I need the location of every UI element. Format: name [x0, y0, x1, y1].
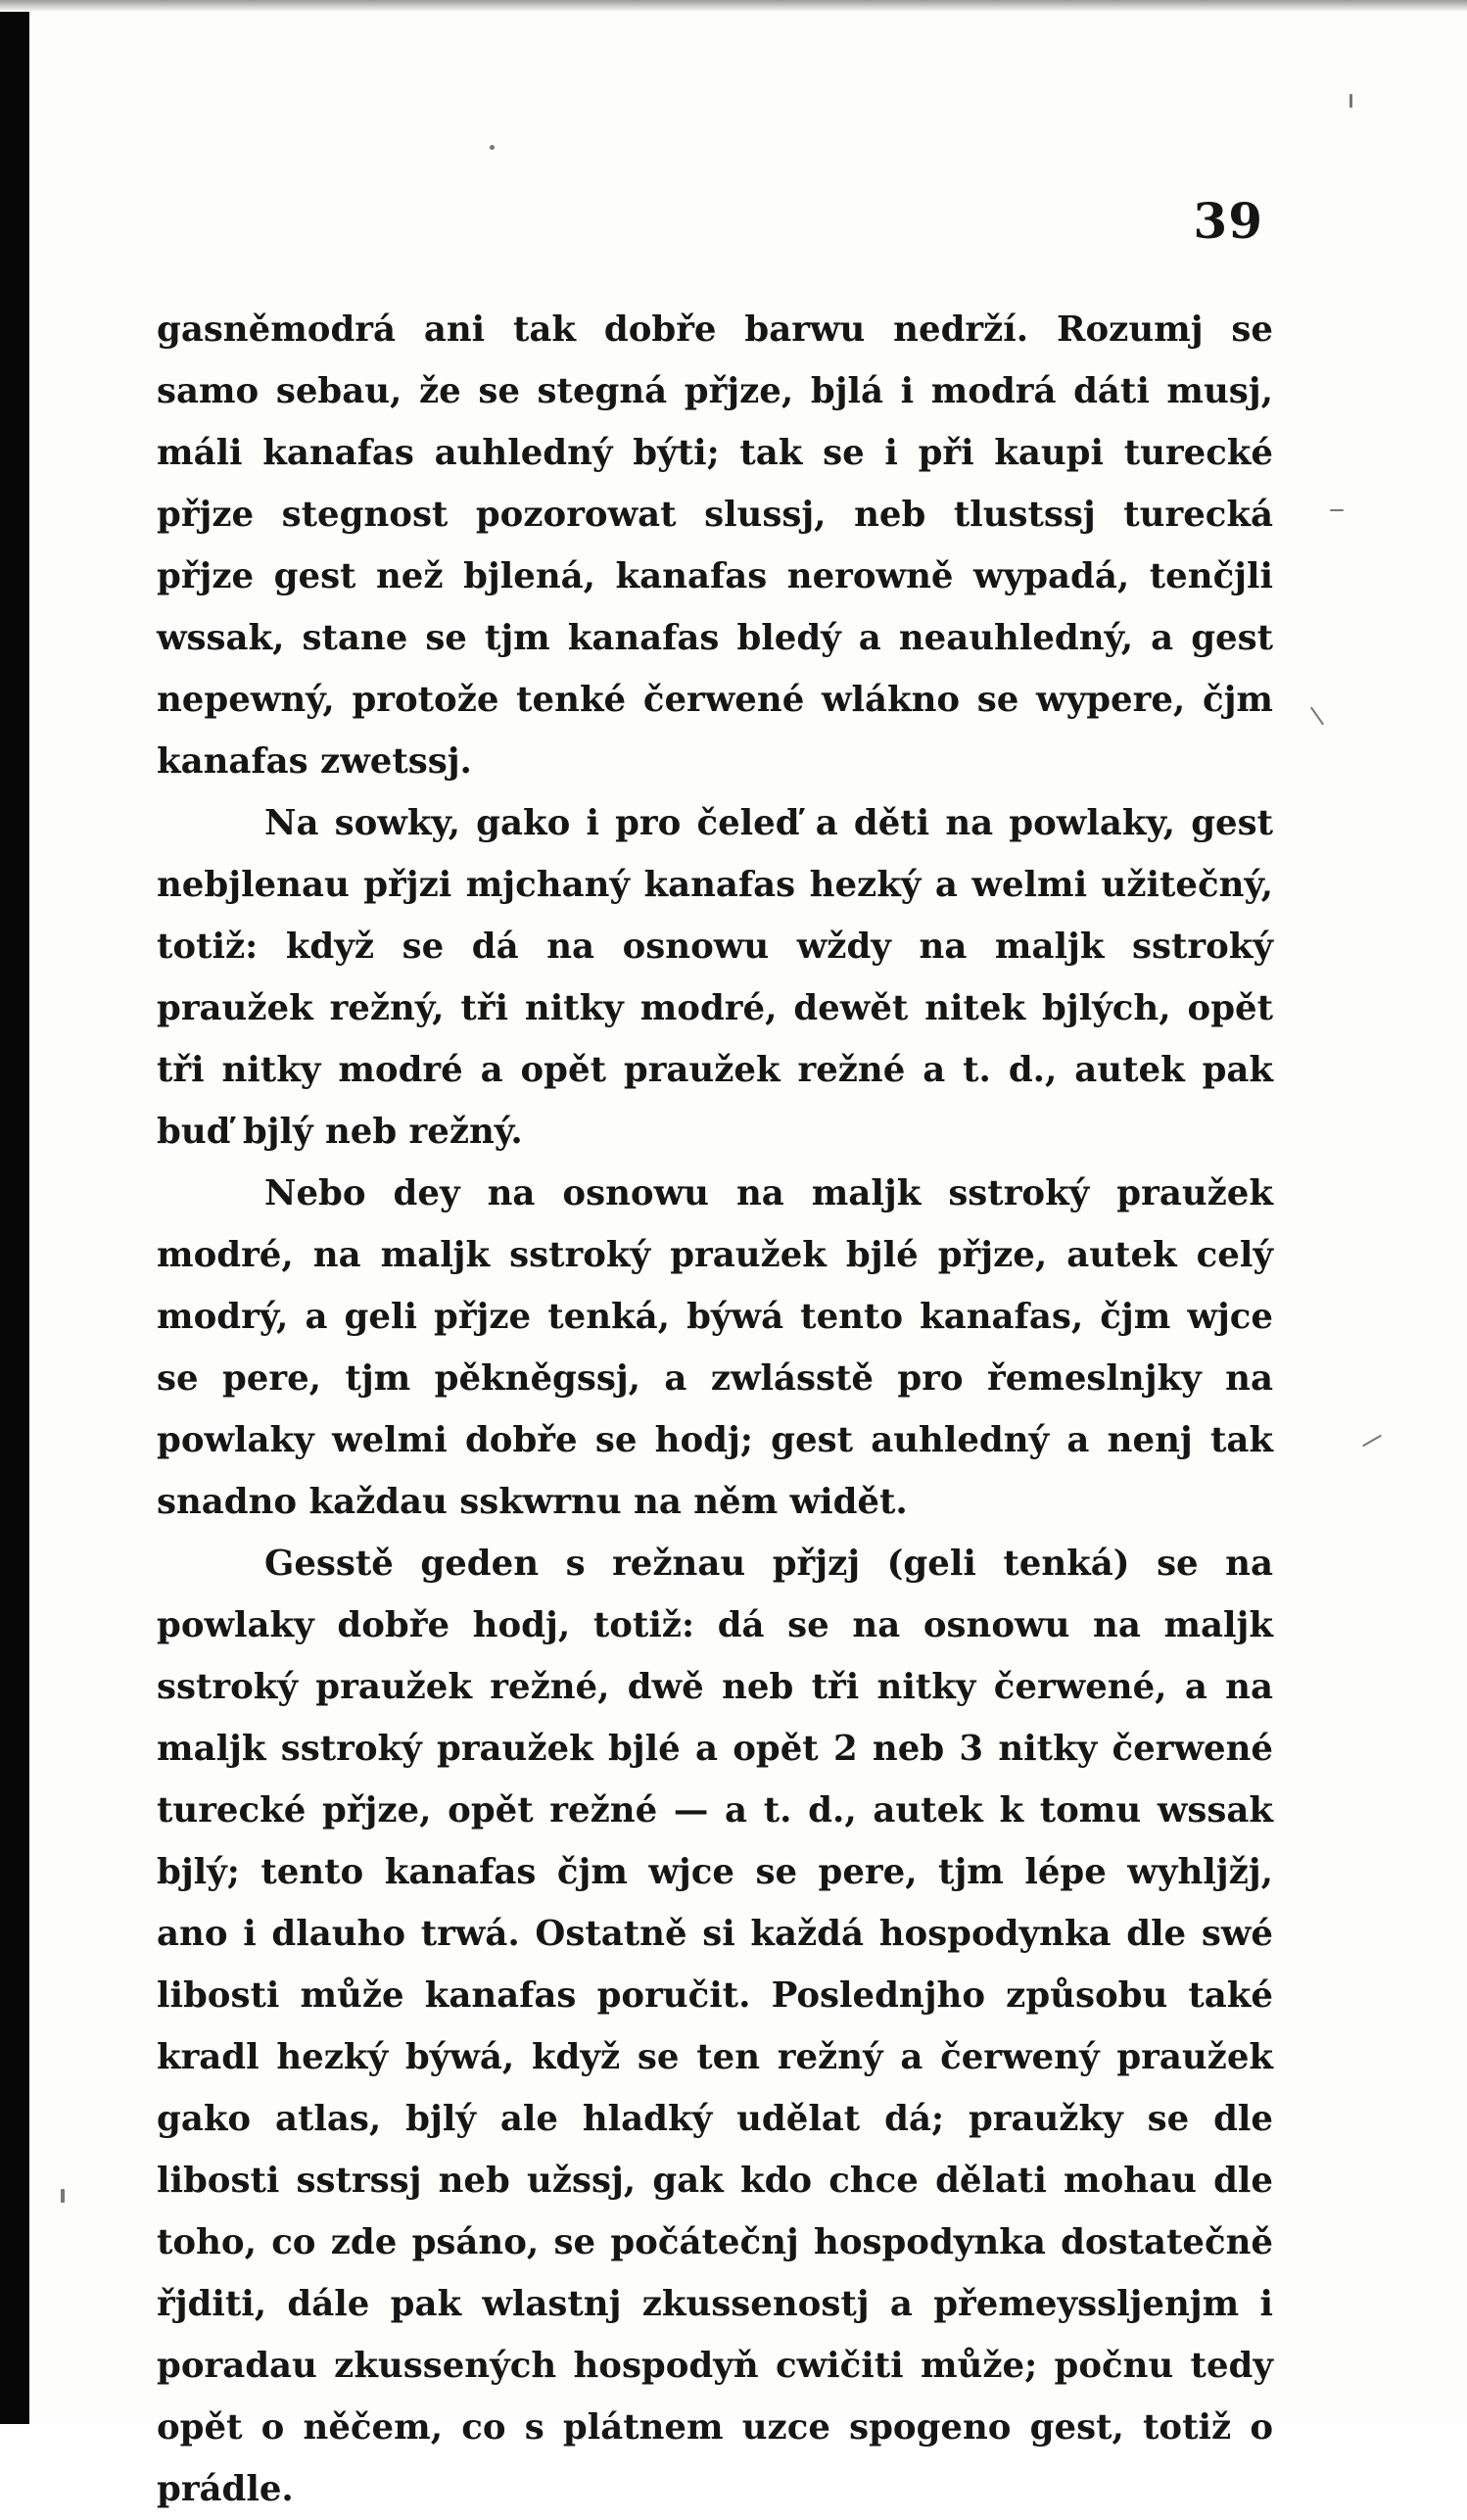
body-text: [157, 299, 1273, 2520]
page-number: 39: [1193, 192, 1263, 250]
scan-speck: [1362, 1435, 1382, 1448]
scan-speck: [1330, 509, 1344, 511]
scan-left-edge: [0, 0, 29, 2424]
paragraph-2: Na sowky, gako i pro čeleď a děti na powlaky, gest nebjlenau přjzi mjchaný kanafas hezký a welmi užitečný, totiž: když se dá na osnowu wždy na maljk sstroký praužek režný, tři nitky modré, dewět nitek bjlých, opět tři nitky modré a opět praužek režné a t. d., autek pak buď bjlý neb režný.: [157, 803, 1273, 1152]
paragraph-3: Nebo dey na osnowu na maljk sstroký praužek modré, na maljk sstroký praužek bjlé přjze, autek celý modrý, a geli přjze tenká, býwá tento kanafas, čjm wjce se pere, tjm pěkněgssj, a zwlásstě pro řemeslnjky na powlaky welmi dobře se hodj; gest auhledný a nenj tak snadno každau sskwrnu na něm widět.: [157, 1173, 1273, 1522]
scan-top-edge: [0, 0, 1467, 12]
scan-speck: [1349, 94, 1352, 108]
scan-speck: [490, 145, 495, 150]
scan-speck: [61, 2189, 65, 2203]
paragraph-1: gasněmodrá ani tak dobře barwu nedrží. Rozumj se samo sebau, že se stegná přjze, bjlá i modrá dáti musj, máli kanafas auhledný býti; tak se i při kaupi turecké přjze stegnost pozorowat slussj, neb tlustssj turecká přjze gest než bjlená, kanafas nerowně wypadá, tenčjli wssak, stane se tjm kanafas bledý a neauhledný, a gest nepewný, protože tenké čerwené wlákno se wypere, čjm kanafas zwetssj.: [157, 309, 1273, 782]
paragraph-4: Gesstě geden s režnau přjzj (geli tenká) se na powlaky dobře hodj, totiž: dá se na osnowu na maljk sstroký praužek režné, dwě neb tři nitky čerwené, a na maljk sstroký praužek bjlé a opět 2 neb 3 nitky čerwené turecké přjze, opět režné — a t. d., autek k tomu wssak bjlý; tento kanafas čjm wjce se pere, tjm lépe wyhljžj, ano i dlauho trwá. Ostatně si každá hospodynka dle swé libosti může kanafas poručit. Poslednjho způsobu také kradl hezký býwá, když se ten režný a čerwený praužek gako atlas, bjlý ale hladký udělat dá; praužky se dle libosti sstrssj neb užssj, gak kdo chce dělati mohau dle toho, co zde psáno, se počátečnj hospodynka dostatečně řjditi, dále pak wlastnj zkussenostj a přemeyssljenjm i poradau zkussených hospodyň cwičiti může; počnu tedy opět o něčem, co s plátnem uzce spogeno gest, totiž o prádle.: [157, 1544, 1273, 2509]
scan-speck: [1310, 706, 1324, 725]
